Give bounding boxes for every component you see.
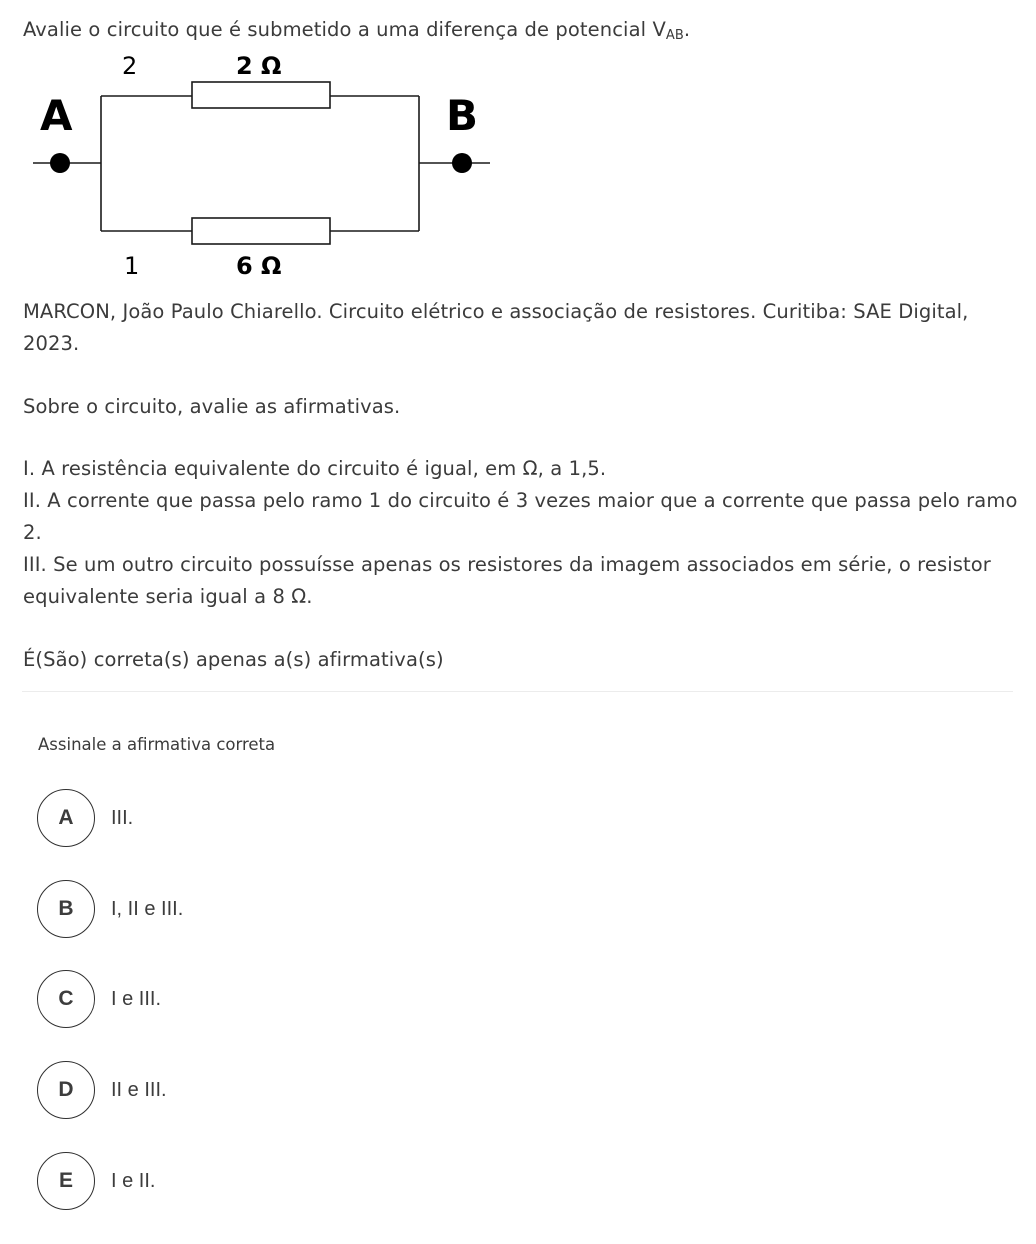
option-letter-circle[interactable]: E xyxy=(37,1152,95,1210)
voltage-subscript: AB xyxy=(665,28,684,43)
option-text[interactable]: I e II. xyxy=(111,1169,156,1192)
divider xyxy=(22,691,1013,692)
option-letter-circle[interactable]: A xyxy=(37,789,95,847)
circuit-diagram xyxy=(28,48,498,280)
statement-1: I. A resistência equivalente do circuito é igual, em Ω, a 1,5. xyxy=(23,457,607,480)
answer-instruction: Assinale a afirmativa correta xyxy=(38,735,276,754)
option-b[interactable] xyxy=(37,879,183,939)
option-e[interactable] xyxy=(37,1151,155,1211)
option-letter-circle[interactable]: C xyxy=(37,970,95,1028)
option-letter-circle[interactable]: B xyxy=(37,880,95,938)
resistor-bottom xyxy=(192,218,330,244)
question-intro-suffix: . xyxy=(683,18,691,41)
resistor-top-label: 2 Ω xyxy=(236,52,282,80)
option-a[interactable] xyxy=(37,788,133,848)
statements-list xyxy=(23,453,1018,613)
branch-2-label: 2 xyxy=(122,52,138,80)
option-letter-circle[interactable]: D xyxy=(37,1061,95,1119)
node-a-dot xyxy=(50,153,70,173)
node-a-label: A xyxy=(40,91,73,140)
option-text[interactable]: II e III. xyxy=(111,1078,167,1101)
citation: MARCON, João Paulo Chiarello. Circuito elétrico e associação de resistores. Curitiba: SAE Digital, 2023. xyxy=(23,300,969,355)
question-intro-text: Avalie o circuito que é submetido a uma diferença de potencial V xyxy=(23,18,666,41)
option-c[interactable] xyxy=(37,969,161,1029)
option-text[interactable]: I, II e III. xyxy=(111,897,184,920)
option-text[interactable]: I e III. xyxy=(111,987,162,1010)
statement-3: III. Se um outro circuito possuísse apenas os resistores da imagem associados em série, o resistor equivalente seria igual a 8 Ω. xyxy=(23,553,991,608)
node-b-dot xyxy=(452,153,472,173)
statement-2: II. A corrente que passa pelo ramo 1 do circuito é 3 vezes maior que a corrente que passa pelo ramo 2. xyxy=(23,489,1018,544)
resistor-bottom-label: 6 Ω xyxy=(236,252,282,280)
question-lead: Sobre o circuito, avalie as afirmativas. xyxy=(23,395,401,418)
branch-1-label: 1 xyxy=(124,252,140,280)
option-text[interactable]: III. xyxy=(111,806,134,829)
node-b-label: B xyxy=(446,91,479,140)
question-prompt: É(São) correta(s) apenas a(s) afirmativa(s) xyxy=(23,648,444,671)
question-intro xyxy=(23,14,1018,46)
resistor-top xyxy=(192,82,330,108)
option-d[interactable] xyxy=(37,1060,167,1120)
